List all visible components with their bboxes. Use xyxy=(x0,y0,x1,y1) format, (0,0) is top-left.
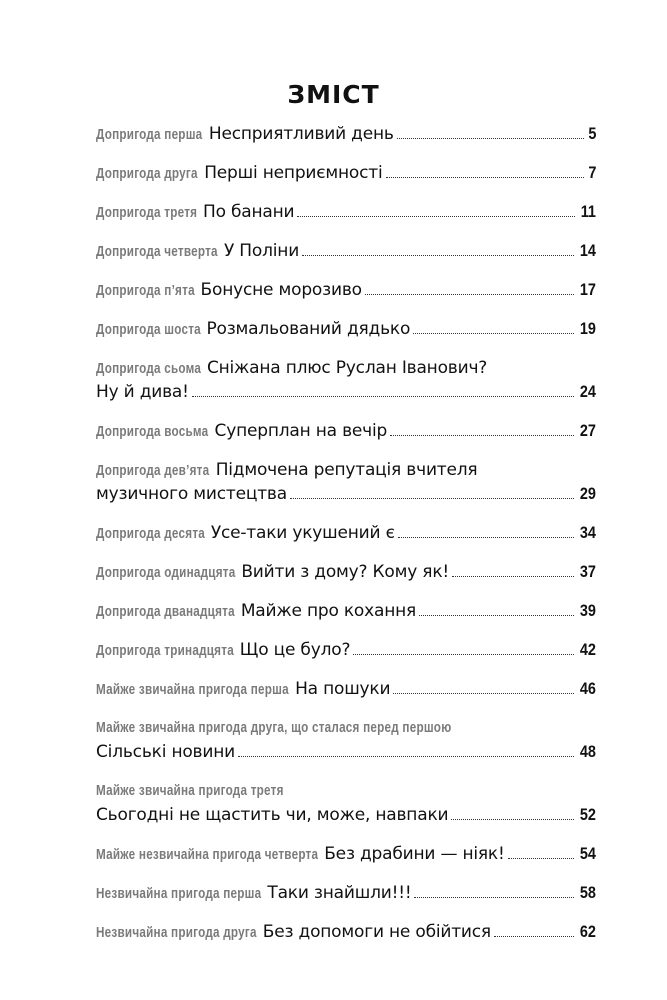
toc-entry[interactable] xyxy=(96,599,596,623)
dot-leader xyxy=(353,653,574,655)
chapter-label: Допригода десята xyxy=(96,525,206,542)
dot-leader xyxy=(452,575,574,577)
toc-entry[interactable] xyxy=(96,779,596,827)
dot-leader xyxy=(390,434,574,436)
chapter-label: Допригода дев’ята xyxy=(96,462,210,479)
page-number: 54 xyxy=(579,844,596,863)
dot-leader xyxy=(397,137,584,139)
chapter-label: Майже звичайна пригода друга, що сталася перед першою xyxy=(96,719,452,736)
toc-entry[interactable] xyxy=(96,920,596,944)
toc-entry[interactable] xyxy=(96,677,596,701)
chapter-title: У Поліни xyxy=(223,241,300,261)
chapter-label: Допригода восьма xyxy=(96,423,209,440)
dot-leader xyxy=(238,755,574,757)
dot-leader xyxy=(413,332,574,334)
table-of-contents xyxy=(96,122,596,959)
page-number: 46 xyxy=(579,679,596,698)
chapter-label: Незвичайна пригода перша xyxy=(96,885,262,902)
chapter-title: Без драбини — ніяк! xyxy=(324,844,505,864)
toc-entry[interactable] xyxy=(96,317,596,341)
chapter-label: Допригода шоста xyxy=(96,321,201,338)
chapter-label: Допригода п’ята xyxy=(96,282,195,299)
toc-entry[interactable] xyxy=(96,161,596,185)
chapter-title: Бонусне морозиво xyxy=(200,280,362,300)
toc-entry[interactable] xyxy=(96,521,596,545)
dot-leader xyxy=(297,215,575,217)
chapter-label: Майже незвичайна пригода четверта xyxy=(96,846,319,863)
dot-leader xyxy=(290,497,574,499)
page-number: 37 xyxy=(579,562,596,581)
toc-heading: ЗМІСТ xyxy=(287,80,380,109)
chapter-title-continued: музичного мистецтва xyxy=(96,484,287,504)
page-number: 5 xyxy=(587,124,596,143)
toc-entry[interactable] xyxy=(96,356,596,404)
dot-leader xyxy=(414,896,574,898)
dot-leader xyxy=(365,293,574,295)
dot-leader xyxy=(494,935,574,937)
chapter-label: Допригода дванадцята xyxy=(96,603,235,620)
chapter-title: Усе-таки укушений є xyxy=(210,523,395,543)
chapter-title: Без допомоги не обійтися xyxy=(262,922,491,942)
page-number: 42 xyxy=(579,640,596,659)
chapter-title: Вийти з дому? Кому як! xyxy=(241,562,450,582)
page-number: 24 xyxy=(579,382,596,401)
chapter-title: По банани xyxy=(203,202,295,222)
chapter-title: Суперплан на вечір xyxy=(214,421,388,441)
page-number: 62 xyxy=(579,922,596,941)
chapter-label: Допригода одинадцята xyxy=(96,564,236,581)
chapter-label: Незвичайна пригода друга xyxy=(96,924,257,941)
page-number: 27 xyxy=(579,421,596,440)
page-number: 39 xyxy=(579,601,596,620)
chapter-label: Допригода сьома xyxy=(96,360,202,377)
toc-entry[interactable] xyxy=(96,842,596,866)
chapter-title: Несприятливий день xyxy=(208,124,394,144)
page-number: 58 xyxy=(579,883,596,902)
chapter-title: Перші неприємності xyxy=(204,163,383,183)
page-number: 29 xyxy=(579,484,596,503)
toc-entry[interactable] xyxy=(96,278,596,302)
chapter-label: Майже звичайна пригода перша xyxy=(96,681,289,698)
chapter-label: Допригода перша xyxy=(96,126,203,143)
page-number: 48 xyxy=(579,742,596,761)
toc-entry[interactable] xyxy=(96,881,596,905)
chapter-label: Допригода друга xyxy=(96,165,198,182)
chapter-title: Сьогодні не щастить чи, може, навпаки xyxy=(96,805,449,825)
toc-entry[interactable] xyxy=(96,638,596,662)
page-number: 19 xyxy=(579,319,596,338)
toc-entry[interactable] xyxy=(96,200,596,224)
toc-entry[interactable] xyxy=(96,122,596,146)
chapter-title: На пошуки xyxy=(295,679,391,699)
chapter-title: Розмальований дядько xyxy=(206,319,411,339)
chapter-title: Підмочена репутація вчителя xyxy=(215,460,478,480)
dot-leader xyxy=(398,536,574,538)
toc-entry[interactable] xyxy=(96,458,596,506)
chapter-title: Сільські новини xyxy=(96,742,235,762)
page-number: 7 xyxy=(587,163,596,182)
dot-leader xyxy=(386,176,584,178)
toc-entry[interactable] xyxy=(96,716,596,764)
chapter-label: Допригода тринадцята xyxy=(96,642,234,659)
dot-leader xyxy=(393,692,574,694)
toc-entry[interactable] xyxy=(96,239,596,263)
dot-leader xyxy=(192,395,574,397)
chapter-label: Допригода четверта xyxy=(96,243,218,260)
dot-leader xyxy=(419,614,574,616)
chapter-label: Допригода третя xyxy=(96,204,198,221)
page-number: 52 xyxy=(579,805,596,824)
chapter-title: Майже про кохання xyxy=(240,601,417,621)
dot-leader xyxy=(508,857,574,859)
page-number: 17 xyxy=(579,280,596,299)
chapter-title: Сніжана плюс Руслан Іванович? xyxy=(206,358,488,378)
chapter-title: Таки знайшли!!! xyxy=(267,883,412,903)
toc-entry[interactable] xyxy=(96,560,596,584)
chapter-title-continued: Ну й дива! xyxy=(96,382,189,402)
chapter-title: Що це було? xyxy=(239,640,351,660)
dot-leader xyxy=(302,254,574,256)
page-number: 34 xyxy=(579,523,596,542)
dot-leader xyxy=(451,818,574,820)
page-number: 11 xyxy=(580,202,596,221)
toc-entry[interactable] xyxy=(96,419,596,443)
chapter-label: Майже звичайна пригода третя xyxy=(96,782,284,799)
page-number: 14 xyxy=(579,241,596,260)
